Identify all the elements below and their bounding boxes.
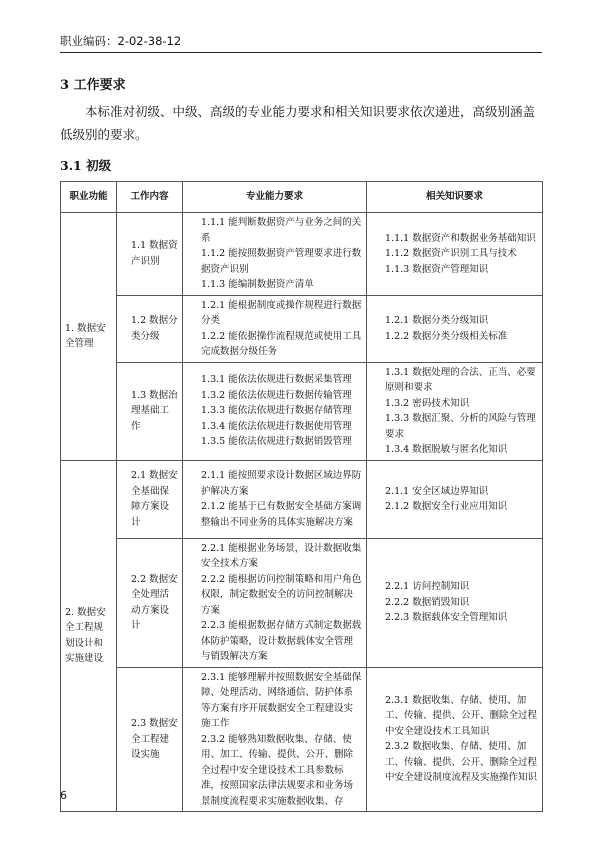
knowledge-cell <box>367 213 543 296</box>
ability-cell <box>183 362 367 460</box>
header-content: 工作内容 <box>117 182 183 213</box>
knowledge-item: 1.3.3 数据汇聚、分析的风险与管理要求 <box>385 413 536 440</box>
ability-cell <box>183 213 367 296</box>
ability-item: 2.3.2 能够熟知数据收集、存储、使用、加工、传输、提供、公开、删除全过程中安全建设技术工具参数标准，按照国家法律法规要求和业务场景制度流程要求实施数据收集、存 <box>201 733 354 807</box>
ability-item: 1.3.4 能依法依规进行数据使用管理 <box>201 420 352 432</box>
knowledge-item: 1.3.2 密码技术知识 <box>385 397 470 409</box>
knowledge-item: 1.3.1 数据处理的合法、正当、必要原则和要求 <box>385 366 536 393</box>
knowledge-item: 2.3.2 数据收集、存储、使用、加工、传输、提供、公开、删除全过程中安全建设制度流程及实施操作知识 <box>385 741 538 784</box>
knowledge-item: 1.2.1 数据分类分级知识 <box>385 315 489 326</box>
subsection-title: 3.1 初级 <box>60 158 112 173</box>
table-header-row <box>61 182 543 213</box>
table-row <box>61 667 543 812</box>
knowledge-item: 1.1.2 数据资产识别工具与技术 <box>385 248 517 259</box>
section-title: 3 工作要求 <box>60 78 126 93</box>
ability-item: 2.2.3 能根据数据存储方式制定数据载体防护策略，设计数据载体安全管理与销毁解决方案 <box>201 620 362 662</box>
ability-item: 1.2.2 能依据操作流程规范或使用工具完成数据分级任务 <box>201 330 362 357</box>
knowledge-item: 2.2.2 数据销毁知识 <box>385 596 470 608</box>
ability-item: 1.3.2 能依法依规进行数据传输管理 <box>201 389 352 401</box>
requirements-table <box>60 181 543 812</box>
ability-item: 1.1.3 能编制数据资产清单 <box>201 279 314 290</box>
knowledge-item: 2.2.3 数据载体安全管理知识 <box>385 612 508 624</box>
table-row <box>61 213 543 296</box>
content-cell: 2.3 数据安全工程建设实施 <box>117 667 183 812</box>
table-row <box>61 538 543 667</box>
table-row <box>61 460 543 538</box>
knowledge-cell <box>367 538 543 667</box>
ability-item: 2.1.1 能按照要求设计数据区域边界防护解决方案 <box>201 470 362 497</box>
ability-item: 2.3.1 能够理解并按照数据安全基础保障、处理活动、网络通信、防护体系等方案有序开展数据安全工程建设实施工作 <box>201 671 362 729</box>
ability-item: 2.2.1 能根据业务场景，设计数据收集安全技术方案 <box>201 542 362 569</box>
function-cell: 2. 数据安全工程规划设计和实施建设 <box>61 460 117 812</box>
knowledge-item: 2.1.1 安全区域边界知识 <box>385 485 489 497</box>
ability-cell <box>183 538 367 667</box>
knowledge-cell <box>367 667 543 812</box>
knowledge-item: 1.3.4 数据脱敏与匿名化知识 <box>385 444 508 455</box>
ability-cell <box>183 295 367 362</box>
page-header <box>60 30 542 53</box>
content-cell: 1.1 数据资产识别 <box>117 213 183 296</box>
table-row <box>61 295 543 362</box>
content-cell: 2.2 数据安全处理活动方案设计 <box>117 538 183 667</box>
ability-item: 1.3.5 能依法依规进行数据销毁管理 <box>201 436 352 448</box>
ability-item: 1.1.2 能按照数据资产管理要求进行数据资产识别 <box>201 248 362 275</box>
ability-item: 1.3.3 能依法依规进行数据存储管理 <box>201 405 352 417</box>
header-ability: 专业能力要求 <box>183 182 367 213</box>
knowledge-item: 2.1.2 数据安全行业应用知识 <box>385 501 508 512</box>
intro-paragraph: 本标准对初级、中级、高级的专业能力要求和相关知识要求依次递进，高级别涵盖低级别的要求。 <box>60 104 536 142</box>
knowledge-item: 1.1.1 数据资产和数据业务基础知识 <box>385 232 536 244</box>
table-row <box>61 362 543 460</box>
page-number: 6 <box>60 789 67 802</box>
ability-item: 2.2.2 能根据访问控制策略和用户角色权限，制定数据安全的访问控制解决方案 <box>201 573 362 616</box>
occupation-code: 职业编码：2-02-38-12 <box>60 34 182 48</box>
content-cell: 1.2 数据分类分级 <box>117 295 183 362</box>
knowledge-cell <box>367 460 543 538</box>
ability-item: 2.1.2 能基于已有数据安全基础方案调整输出不同业务的具体实施解决方案 <box>201 501 362 528</box>
knowledge-cell <box>367 362 543 460</box>
function-cell: 1. 数据安全管理 <box>61 213 117 461</box>
ability-item: 1.3.1 能依法依规进行数据采集管理 <box>201 374 352 386</box>
ability-item: 1.1.1 能判断数据资产与业务之间的关系 <box>201 217 362 244</box>
knowledge-item: 2.2.1 访问控制知识 <box>385 581 470 593</box>
knowledge-item: 1.2.2 数据分类分级相关标准 <box>385 330 508 342</box>
ability-cell <box>183 667 367 812</box>
header-knowledge: 相关知识要求 <box>367 182 543 213</box>
knowledge-item: 2.3.1 数据收集、存储、使用、加工、传输、提供、公开、删除全过程中安全建设技术工具知识 <box>385 694 538 737</box>
knowledge-cell <box>367 295 543 362</box>
ability-item: 1.2.1 能根据制度或操作规程进行数据分类 <box>201 299 362 326</box>
ability-cell <box>183 460 367 538</box>
knowledge-item: 1.1.3 数据资产管理知识 <box>385 263 489 275</box>
content-cell: 2.1 数据安全基础保障方案设计 <box>117 460 183 538</box>
content-cell: 1.3 数据治理基础工作 <box>117 362 183 460</box>
header-function: 职业功能 <box>61 182 117 213</box>
